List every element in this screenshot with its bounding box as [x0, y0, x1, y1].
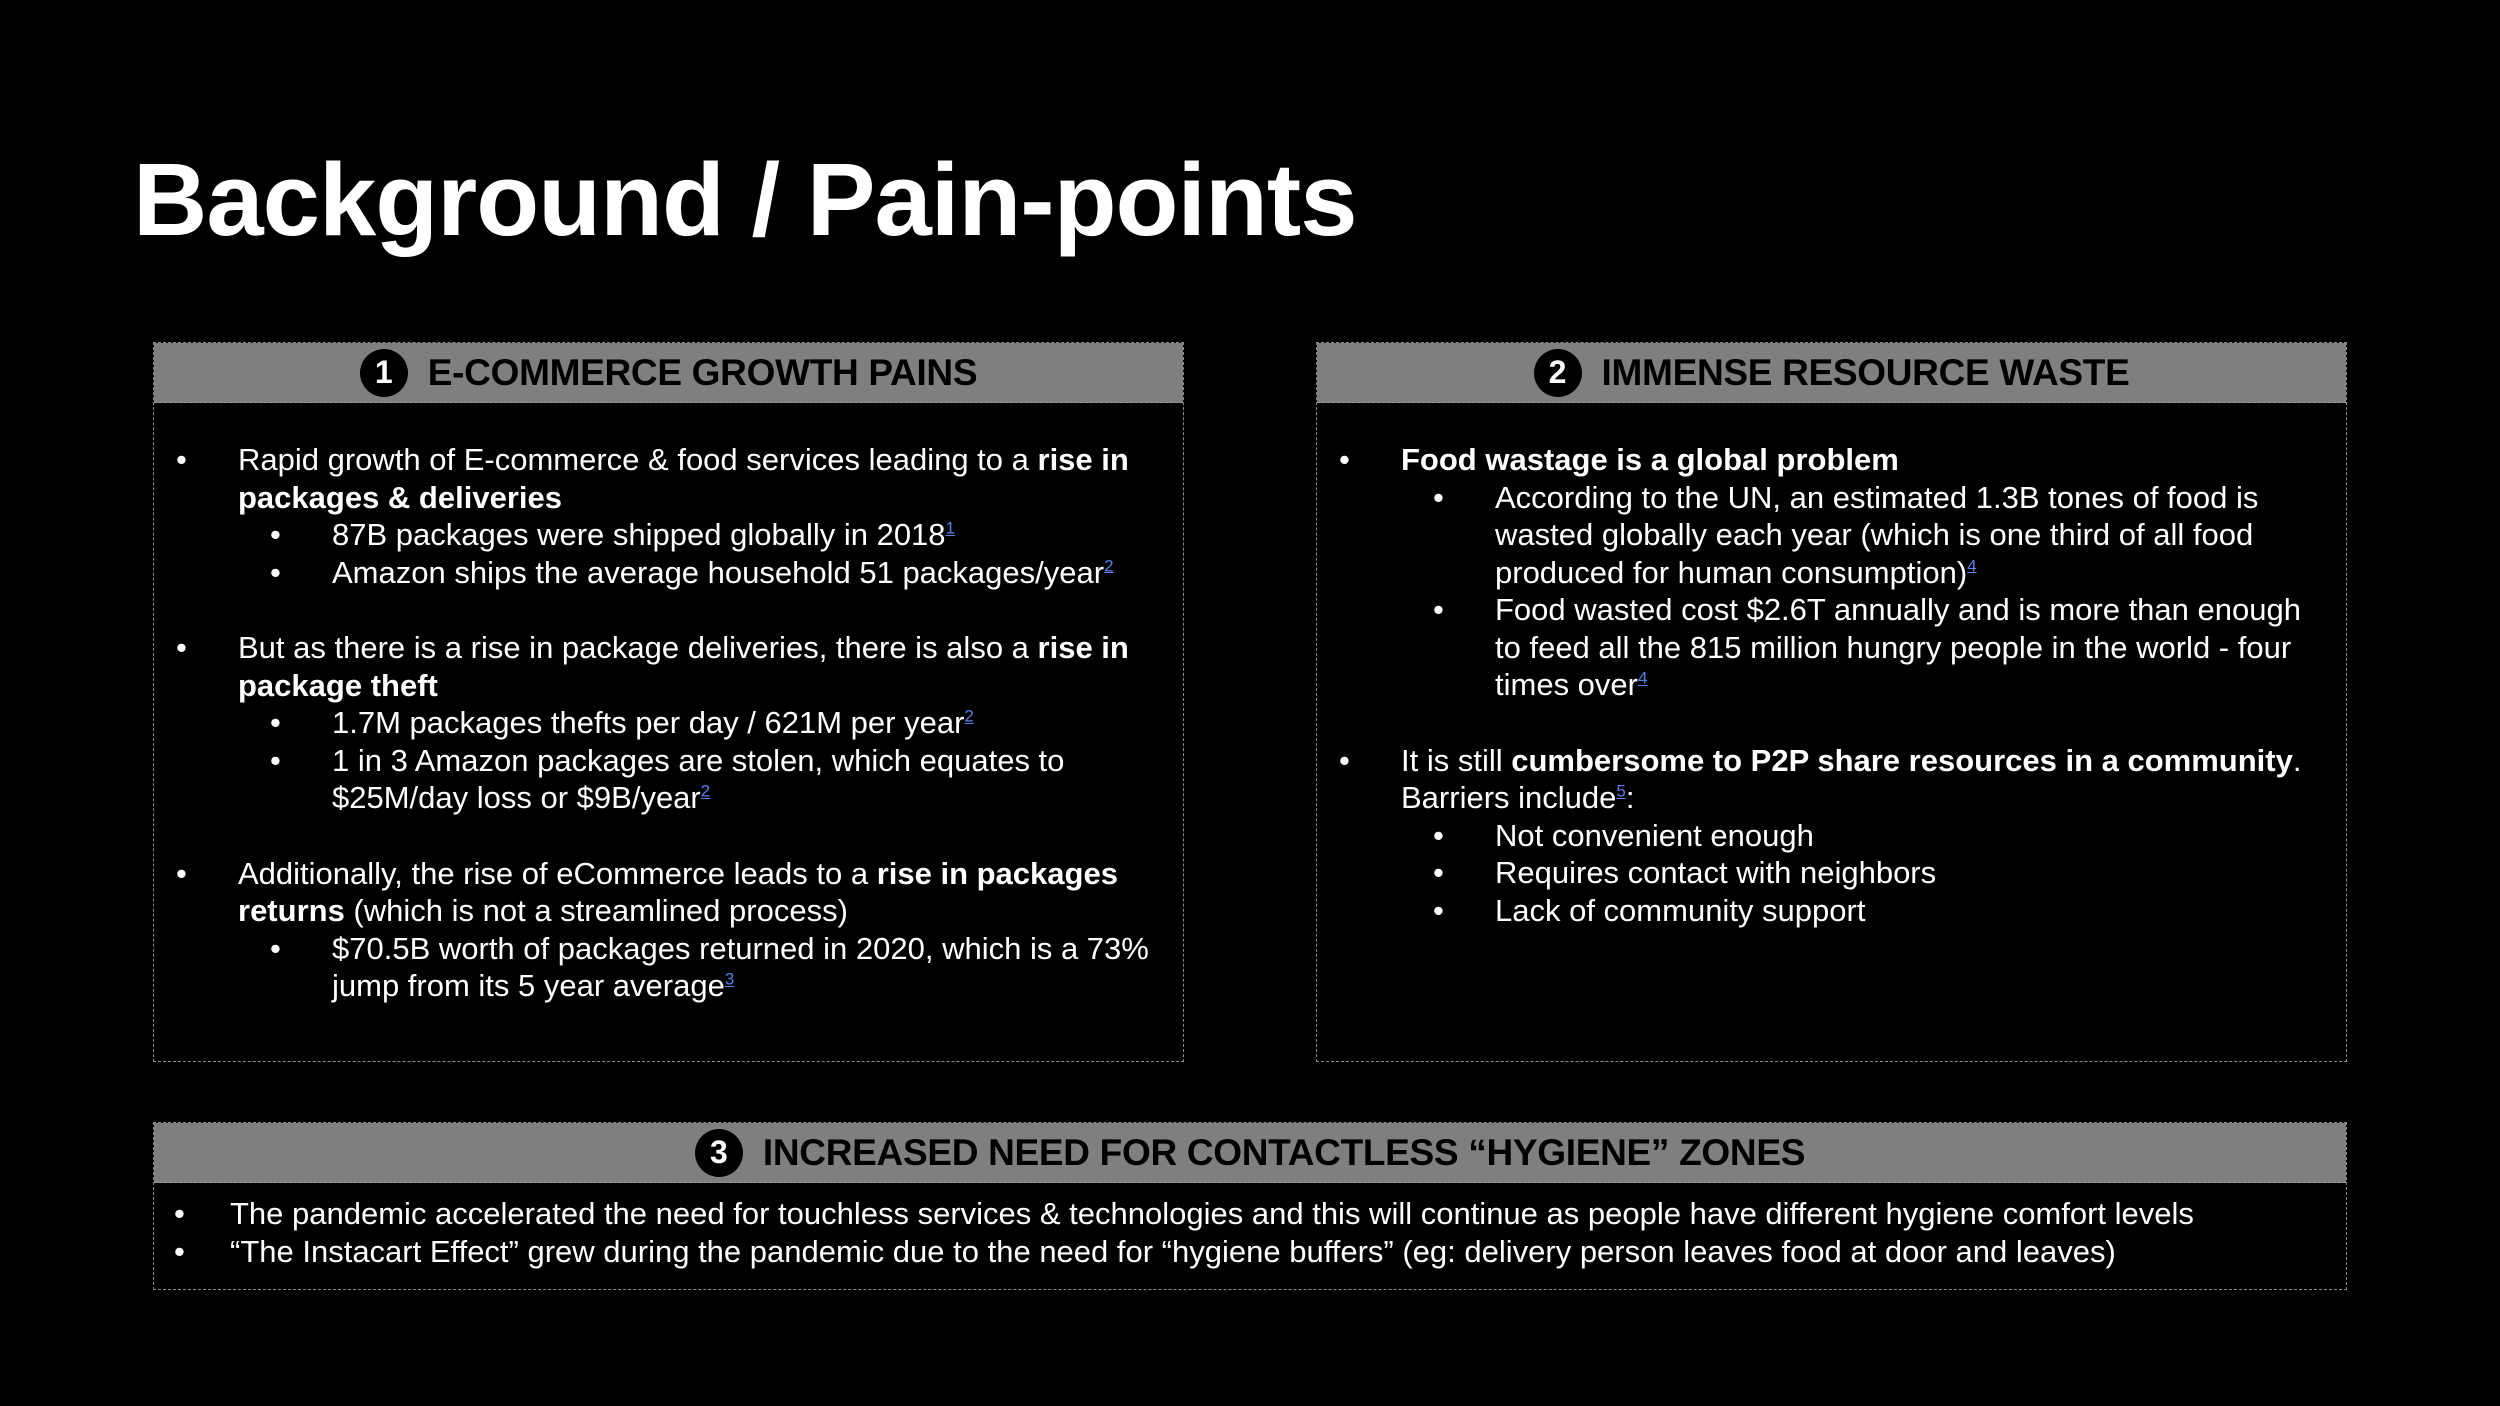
number-badge: 3 — [695, 1129, 743, 1177]
number-badge: 2 — [1534, 349, 1582, 397]
panel-immense-resource-waste — [1316, 342, 2347, 1062]
panel-header — [1317, 343, 2346, 403]
bullet-item: • Food wastage is a global problem — [1317, 441, 2316, 479]
sub-bullet-item: • Amazon ships the average household 51 packages/year$^2$ — [154, 554, 1153, 592]
bullet-item: • The pandemic accelerated the need for touchless services & technologies and this will continue as people have different hygiene comfort levels — [154, 1195, 2346, 1233]
footnote-link[interactable]: 1 — [945, 518, 956, 538]
sub-bullet-item: • 1.7M packages thefts per day / 621M per year$^2$ — [154, 704, 1153, 742]
footnote-link[interactable]: 5 — [1616, 781, 1626, 801]
sub-bullet-item: • Not convenient enough — [1317, 817, 2316, 855]
panel-title: IMMENSE RESOURCE WASTE — [1601, 351, 2130, 393]
bullet-item: • But as there is a rise in package deliveries, there is also a rise in package theft — [154, 629, 1153, 704]
sub-bullet-item: • 87B packages were shipped globally in 2018$^1$ — [154, 516, 1153, 554]
panel-ecommerce-growth-pains — [153, 342, 1184, 1062]
bullet-list — [1317, 403, 2346, 929]
number-badge: 1 — [360, 349, 408, 397]
footnote-link[interactable]: 3 — [724, 969, 735, 989]
bullet-item: • Rapid growth of E-commerce & food services leading to a rise in packages & deliveries — [154, 441, 1153, 516]
footnote-link[interactable]: 2 — [1104, 556, 1114, 576]
sub-bullet-item: • Lack of community support — [1317, 892, 2316, 930]
panel-title: E-COMMERCE GROWTH PAINS — [427, 351, 978, 393]
sub-bullet-item: • 1 in 3 Amazon packages are stolen, which equates to $25M/day loss or $9B/year$^2$ — [154, 742, 1153, 817]
bullet-list — [154, 403, 1183, 1005]
panel-title: INCREASED NEED FOR CONTACTLESS “HYGIENE” ZONES — [762, 1131, 1806, 1173]
footnote-link[interactable]: 2 — [700, 781, 711, 801]
sub-bullet-item: • Requires contact with neighbors — [1317, 854, 2316, 892]
sub-bullet-item: • $70.5B worth of packages returned in 2020, which is a 73% jump from its 5 year average$^3$ — [154, 930, 1153, 1005]
footnote-link[interactable]: 4 — [1637, 668, 1648, 688]
panel-header — [154, 343, 1183, 403]
footnote-link[interactable]: 4 — [1967, 556, 1977, 576]
sub-bullet-item: • Food wasted cost $2.6T annually and is more than enough to feed all the 815 million hungry people in the world - four times over$^4$ — [1317, 591, 2316, 704]
sub-bullet-item: • According to the UN, an estimated 1.3B tones of food is wasted globally each year (which is one third of all food produced for human consumption)$^4$ — [1317, 479, 2316, 592]
panel-header — [154, 1123, 2346, 1183]
bullet-item: • Additionally, the rise of eCommerce leads to a rise in packages returns (which is not a streamlined process) — [154, 855, 1153, 930]
bullet-item: • It is still cumbersome to P2P share resources in a community. Barriers include$^5$: — [1317, 742, 2316, 817]
bullet-list — [154, 1183, 2346, 1270]
panel-contactless-hygiene-zones — [153, 1122, 2347, 1290]
footnote-link[interactable]: 2 — [964, 706, 974, 726]
bullet-item: • “The Instacart Effect” grew during the pandemic due to the need for “hygiene buffers” (eg: delivery person leaves food at door and leaves) — [154, 1233, 2346, 1271]
slide-title: Background / Pain-points — [133, 142, 1357, 257]
